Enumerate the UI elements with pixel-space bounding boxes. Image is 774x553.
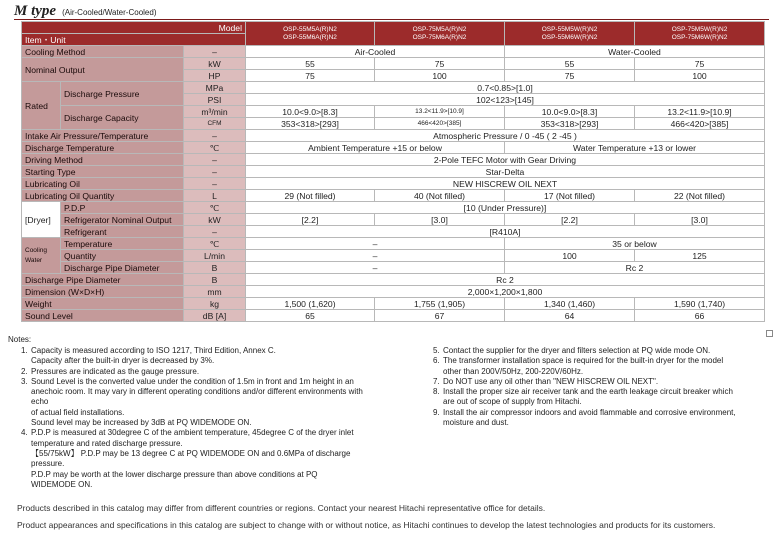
nominal-output-row: Nominal Output kW 55 75 55 75	[22, 58, 765, 70]
discharge-temp-row: Discharge Temperature ℃ Ambient Temperature +15 or below Water Temperature +13 or lower	[22, 142, 765, 154]
corner-marker	[766, 330, 773, 337]
dryer-refrigerant-row: Refrigerant – [R410A]	[22, 226, 765, 238]
note-line	[433, 418, 774, 428]
model-3: OSP-55M5W(R)N2 OSP-55M6W(R)N2	[505, 22, 635, 46]
note-number	[21, 356, 31, 366]
note-text: are out of scope of supply from Hitachi.	[443, 397, 582, 407]
notes-right	[433, 346, 774, 428]
note-line	[21, 346, 363, 356]
note-number: 9.	[433, 407, 440, 417]
note-number	[433, 367, 443, 377]
note-number: 8.	[433, 387, 440, 397]
note-number: 6.	[433, 356, 440, 366]
oil-row: Lubricating Oil – NEW HISCREW OIL NEXT	[22, 178, 765, 190]
note-line	[433, 377, 774, 387]
model-1: OSP-55M5A(R)N2 OSP-55M6A(R)N2	[246, 22, 375, 46]
note-line	[21, 418, 363, 428]
dryer-pdp-row: [Dryer] P.D.P ℃ [10 (Under Pressure)]	[22, 202, 765, 214]
cooling-method-row: Cooling Method – Air-Cooled Water-Cooled	[22, 46, 765, 58]
note-number	[21, 408, 31, 418]
note-line	[433, 387, 774, 397]
note-number	[21, 387, 31, 408]
note-number	[433, 418, 443, 428]
note-number	[433, 397, 443, 407]
notes-heading: Notes:	[8, 335, 32, 344]
note-text: temperature and rated discharge pressure.	[31, 438, 183, 448]
note-text: P.D.P may be worth at the lower discharge pressure than above conditions at PQ WIDEMODE ON.	[31, 469, 318, 489]
model-2: OSP-75M5A(R)N2 OSP-75M6A(R)N2	[375, 22, 505, 46]
note-text: P.D.P is measured at 30degree C of the ambient temperature, 45degree C of the dryer inlet	[31, 428, 354, 438]
note-text: Sound Level is the converted value under the condition of 1.5m in front and 1m height in an	[31, 376, 354, 386]
weight-row: Weight kg 1,500 (1,620) 1,755 (1,905) 1,340 (1,460) 1,590 (1,740)	[22, 298, 765, 310]
note-text: Install the proper size air receiver tank and the earth leakage circuit breaker which	[443, 387, 733, 397]
note-line	[433, 397, 774, 407]
title-main: M type	[14, 3, 57, 19]
note-number: 1.	[21, 346, 28, 355]
pipe-row: Discharge Pipe Diameter B Rc 2	[22, 274, 765, 286]
spec-table: Model OSP-55M5A(R)N2 OSP-55M6A(R)N2 OSP-75M5A(R)N2 OSP-75M6A(R)N2 OSP-55M5W(R)N2 OSP-55M6W(R)N2 OSP-75M5W(R)N2 OSP-75M6W(R)N2 Item・Unit Cooling Method – Air-Cooled Water-Cooled Nominal Output kW 55 75 55 75 HP 75 100 75 100 Rated Discharge Pressure MPa 0.7<0.85>[1.0] PSI 102<123>[145] Discharge Capacity m³/min 10.0<9.0>[8.3] 13.2<11.9>[10.9] 10.0<9.0>[8.3] 13.2<11.9>[10.9] CFM 353<318>[293] 466<420>[385] 353<318>[293] 466<420>[385] Intake Air Pressure/Temperature – Atmospheric Pressure / 0 -45 ( 2 -45 ) Discharge Temperature ℃ Ambient Temperature +15 or below Water Temperature +13 or lower Driving Method – 2-Pole TEFC Motor with Gear Driving Starting Type – Star-Delta Lubricating Oil – NEW HISCREW OIL NEXT Lubricating Oil Quantity L 29 (Not filled) 40 (Not filled) 17 (Not filled) 22 (Not filled) [Dryer] P.D.P ℃ [10 (Under Pressure)] Refrigerator Nominal Output kW [2.2] [3.0] [2.2] [3.0] Refrigerant – [R410A] Cooling Water Temperature ℃ – 35 or below Quantity L/min – 100 125 Discharge Pipe Diameter B – Rc 2 Discharge Pipe Diameter B Rc 2 Dimension (W×D×H) mm 2,000×1,200×1,800 Weight kg 1,500 (1,620) 1,755 (1,905) 1,340 (1,460) 1,590 (1,740) Sound Level dB [A] 65 67 64 66	[21, 21, 765, 322]
section-title	[14, 3, 769, 20]
note-text: Contact the supplier for the dryer and filters selection at PQ wide mode ON.	[443, 346, 711, 355]
cooling-water-pipe-row: Discharge Pipe Diameter B – Rc 2	[22, 262, 765, 274]
driving-row: Driving Method – 2-Pole TEFC Motor with Gear Driving	[22, 154, 765, 166]
note-text: of actual field installations.	[31, 407, 125, 417]
note-number	[21, 418, 31, 428]
cooling-water-temp-row: Cooling Water Temperature ℃ – 35 or below	[22, 238, 765, 250]
note-number: 7.	[433, 376, 440, 386]
footer-line-1: Products described in this catalog may differ from different countries or regions. Contact your nearest Hitachi representative office for details.	[17, 503, 546, 513]
cooling-water-qty-row: Quantity L/min – 100 125	[22, 250, 765, 262]
note-line	[21, 356, 363, 366]
sound-row: Sound Level dB [A] 65 67 64 66	[22, 310, 765, 322]
note-line	[21, 470, 363, 491]
note-line	[21, 377, 363, 387]
rated-capacity-row: Discharge Capacity m³/min 10.0<9.0>[8.3] 13.2<11.9>[10.9] 10.0<9.0>[8.3] 13.2<11.9>[10.9]	[22, 106, 765, 118]
note-line	[21, 439, 363, 449]
note-text: Do NOT use any oil other than "NEW HISCREW OIL NEXT".	[443, 376, 659, 386]
note-line	[21, 428, 363, 438]
footer-line-2: Product appearances and specifications in this catalog are subject to change with or without notice, as Hitachi continues to develop the latest technologies and products for its customers.	[17, 520, 716, 530]
model-4: OSP-75M5W(R)N2 OSP-75M6W(R)N2	[635, 22, 765, 46]
item-unit-label: Item・Unit	[22, 34, 246, 46]
note-number: 2.	[21, 366, 28, 376]
note-text: 【55/75kW】 P.D.P may be 13 degree C at PQ WIDEMODE ON and 0.6MPa of discharge pressure.	[31, 448, 351, 469]
title-sub: (Air-Cooled/Water-Cooled)	[62, 8, 157, 17]
note-text: Capacity after the built-in dryer is decreased by 3%.	[31, 356, 215, 366]
note-text: Capacity is measured according to ISO 1217, Third Edition, Annex C.	[31, 346, 276, 355]
intake-row: Intake Air Pressure/Temperature – Atmospheric Pressure / 0 -45 ( 2 -45 )	[22, 130, 765, 142]
note-number: 4.	[21, 428, 28, 438]
oil-qty-row: Lubricating Oil Quantity L 29 (Not filled) 40 (Not filled) 17 (Not filled) 22 (Not filled)	[22, 190, 765, 202]
note-line	[433, 346, 774, 356]
note-number	[21, 449, 31, 470]
note-line	[433, 356, 774, 366]
note-number: 3.	[21, 376, 28, 386]
rated-pressure-row: Rated Discharge Pressure MPa 0.7<0.85>[1.0]	[22, 82, 765, 94]
note-text: Install the air compressor indoors and avoid flammable and corrosive environment,	[443, 407, 736, 417]
note-line	[21, 408, 363, 418]
note-number	[21, 470, 31, 491]
note-text: other than 200V/50Hz, 200-220V/60Hz.	[443, 366, 584, 376]
note-text: The transformer installation space is required for the built-in dryer for the model	[443, 356, 724, 366]
note-text: anechoic room. It may vary in different operating conditions and/or different environments with echo	[31, 387, 363, 407]
note-line	[433, 367, 774, 377]
notes-left	[21, 346, 363, 490]
starting-row: Starting Type – Star-Delta	[22, 166, 765, 178]
note-line	[433, 408, 774, 418]
dimension-row: Dimension (W×D×H) mm 2,000×1,200×1,800	[22, 286, 765, 298]
note-line	[21, 387, 363, 408]
model-row	[22, 22, 765, 34]
note-text: Sound level may be increased by 3dB at PQ WIDEMODE ON.	[31, 418, 252, 428]
dryer-output-row: Refrigerator Nominal Output kW [2.2] [3.0] [2.2] [3.0]	[22, 214, 765, 226]
note-text: Pressures are indicated as the gauge pressure.	[31, 366, 200, 376]
note-text: moisture and dust.	[443, 418, 509, 428]
note-number	[21, 439, 31, 449]
note-line	[21, 367, 363, 377]
note-number: 5.	[433, 346, 440, 355]
model-label: Model	[22, 22, 246, 34]
note-line	[21, 449, 363, 470]
